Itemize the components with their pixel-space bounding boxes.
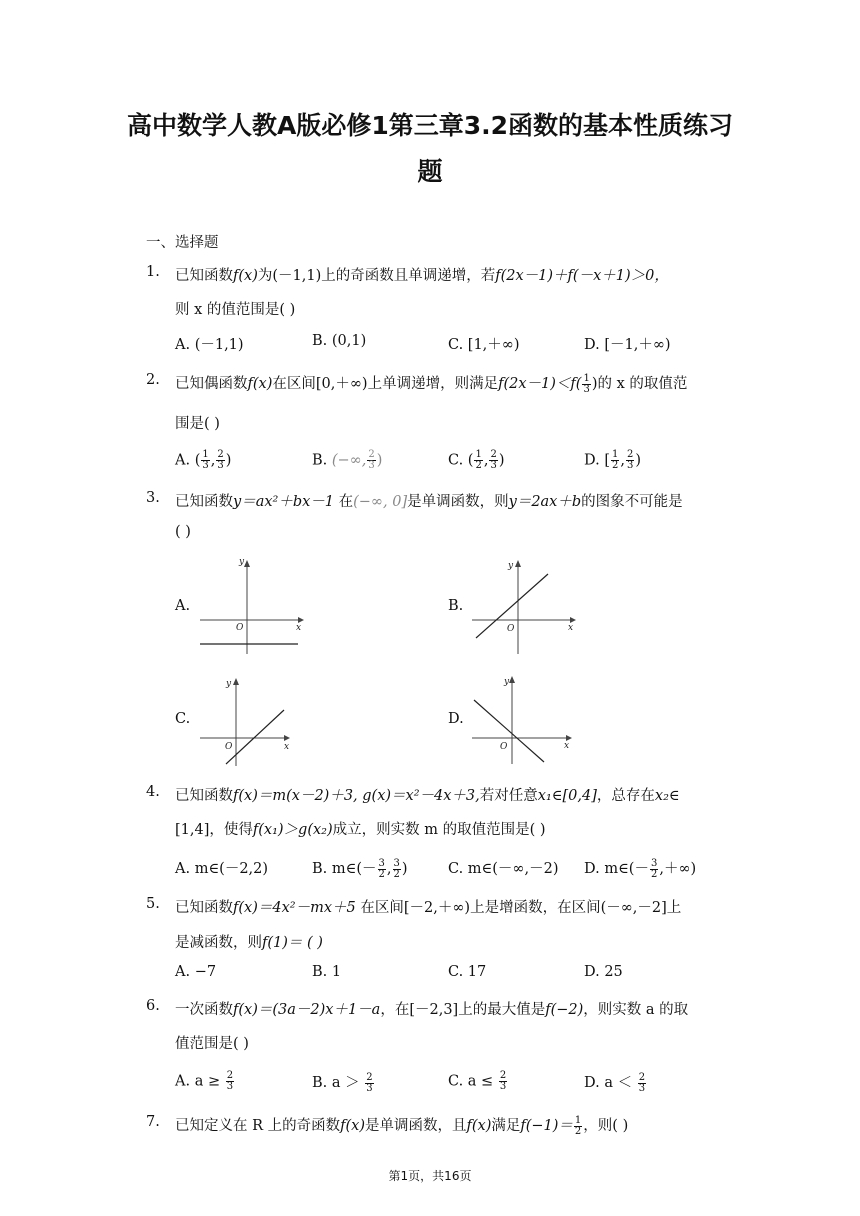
option-b: B. (−∞, $\frac{2}{3}$ ) — [312, 449, 383, 471]
option-c: C. 17 — [448, 964, 487, 980]
question-text: 则 x 的值范围是( ) — [175, 302, 296, 318]
axis-x-label: x — [284, 742, 290, 752]
page-title: 高中数学人教A版必修1第三章3.2函数的基本性质练习 — [126, 111, 734, 140]
question-text: 值范围是( ) — [175, 1036, 249, 1052]
question-text: 一次函数f(x)＝(3a－2)x＋1－a，在[－2,3]上的最大值是f(−2)，则实数 a 的取 — [175, 1002, 689, 1018]
question-text: 已知函数f(x)为(－1,1)上的奇函数且单调递增，若f(2x－1)＋f(－x＋1)＞0， — [175, 268, 669, 284]
origin-label: O — [500, 742, 508, 752]
graph-c — [198, 672, 298, 768]
question-text: 已知函数y＝ax²＋bx－1 在(−∞, 0]是单调函数，则y＝2ax＋b的图象不可能是 — [175, 494, 683, 510]
option-d: D. — [448, 711, 464, 727]
question-text: ( ) — [175, 524, 191, 540]
option-b: B. m∈(－ $\frac{3}{2}$ , $\frac{3}{2}$ ) — [312, 857, 408, 880]
option-a: A. ( $\frac{1}{3}$ , $\frac{2}{3}$ ) — [175, 449, 232, 471]
question-number: 3. — [146, 490, 160, 506]
page-title-continued: 题 — [417, 157, 443, 186]
option-b: B. 1 — [312, 964, 342, 980]
question-number: 2. — [146, 372, 160, 388]
option-a: A. (－1,1) — [175, 337, 244, 353]
option-c: C. m∈(－∞,－2) — [448, 861, 559, 877]
option-d: D. [ $\frac{1}{2}$ , $\frac{2}{3}$ ) — [584, 449, 642, 471]
axis-x-label: x — [568, 623, 574, 633]
option-b: B. (0,1) — [312, 333, 367, 349]
option-c: C. — [175, 711, 191, 727]
question-text: 是减函数，则f(1)＝ ( ) — [175, 935, 323, 951]
graph-a — [198, 556, 308, 656]
question-text: 围是( ) — [175, 416, 220, 432]
option-d: D. m∈(－ $\frac{3}{2}$ ,＋∞) — [584, 857, 697, 880]
question-text: [1,4]，使得f(x₁)＞g(x₂)成立，则实数 m 的取值范围是( ) — [175, 822, 546, 838]
question-number: 5. — [146, 896, 160, 912]
question-number: 7. — [146, 1114, 160, 1130]
option-c: C. a ≤ $\frac{2}{3}$ — [448, 1070, 507, 1092]
origin-label: O — [236, 623, 244, 633]
question-number: 4. — [146, 784, 160, 800]
question-text: 已知偶函数f(x)在区间[0,＋∞)上单调递增，则满足f(2x－1)＜f( $\frac{1}{3}$ )的 x 的取值范 — [175, 372, 688, 395]
option-c: C. [1,＋∞) — [448, 337, 520, 353]
question-text: 已知函数f(x)＝m(x－2)＋3, g(x)＝x²－4x＋3,若对任意x₁∈[0,4]，总存在x₂∈ — [175, 788, 680, 804]
option-a: A. a ≥ $\frac{2}{3}$ — [175, 1070, 234, 1092]
origin-label: O — [507, 624, 515, 634]
option-a: A. — [175, 598, 191, 614]
page-footer: 第1页，共16页 — [388, 1169, 472, 1183]
graph-d — [470, 670, 574, 766]
option-d: D. 25 — [584, 964, 623, 980]
option-b: B. a ＞ $\frac{2}{3}$ — [312, 1071, 373, 1094]
axis-y-label: y — [508, 561, 514, 571]
graph-b — [470, 556, 582, 656]
option-c: C. ( $\frac{1}{2}$ , $\frac{2}{3}$ ) — [448, 449, 505, 471]
axis-x-label: x — [296, 623, 302, 633]
option-d: D. a ＜ $\frac{2}{3}$ — [584, 1071, 646, 1094]
question-number: 6. — [146, 998, 160, 1014]
axis-y-label: y — [239, 557, 245, 567]
axis-y-label: y — [226, 679, 232, 689]
question-text: 已知定义在 R 上的奇函数f(x)是单调函数，且f(x)满足f(−1)＝ $\frac{1}{2}$ ，则( ) — [175, 1114, 629, 1137]
axis-y-label: y — [504, 677, 510, 687]
origin-label: O — [225, 742, 233, 752]
option-d: D. [－1,＋∞) — [584, 337, 671, 353]
axis-x-label: x — [564, 741, 570, 751]
section-heading: 一、选择题 — [146, 235, 219, 251]
option-a: A. m∈(－2,2) — [175, 861, 269, 877]
option-b: B. — [448, 598, 464, 614]
question-text: 已知函数f(x)＝4x²－mx＋5 在区间[－2,＋∞)上是增函数，在区间(－∞,－2]上 — [175, 900, 682, 916]
question-number: 1. — [146, 264, 160, 280]
option-a: A. −7 — [175, 964, 217, 980]
